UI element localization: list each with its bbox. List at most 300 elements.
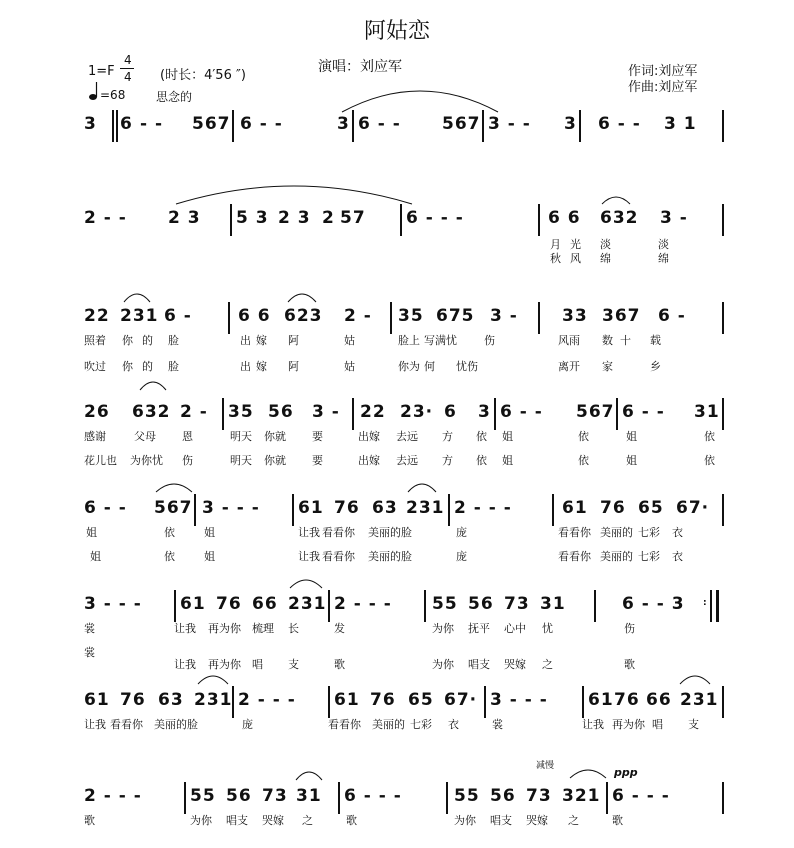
lyric-word: 姐 [626,454,637,467]
note-group: 231 [288,594,327,614]
note-group: 56 [268,402,294,422]
lyric-word: 明天 [230,454,252,467]
barline [616,398,618,430]
lyric-word: 看看你 [322,526,355,539]
note-group: 231 [680,690,719,710]
barline [112,110,114,142]
lyric-word: 忧 [542,622,553,635]
barline [482,110,484,142]
note-group: 6 - - [500,402,543,422]
note-group: 6 - - [598,114,641,134]
barline [194,494,196,526]
lyric-word: 脸 [168,334,179,347]
lyric-word: 看看你 [558,526,591,539]
note-group: 3 1 [664,114,697,134]
note-group: 56 [490,786,516,806]
barline [606,782,608,814]
note-group: 76 [600,498,626,518]
lyric-word: 光 [570,238,581,251]
lyric-word: 恩 [182,430,193,443]
note-group: 35 [228,402,254,422]
barline [424,590,426,622]
lyric-word: 依 [578,454,589,467]
lyric-word: 为你 [190,814,212,827]
note-group: 67· [444,690,478,710]
lyric-word: 哭嫁 [504,658,526,671]
lyric-word: 衣 [672,526,683,539]
lyric-word: 伤 [182,454,193,467]
lyric-word: 的 [142,360,153,373]
barline [722,302,724,334]
lyric-word: 再为你 [208,622,241,635]
slur-arc [154,480,194,494]
lyric-line-2 [82,548,728,564]
lyric-word: 淡 [600,238,611,251]
note-group: 3 - [312,402,340,422]
lyric-word: 为你 [432,622,454,635]
lyric-word: 去远 [396,454,418,467]
lyric-word: 你 [122,360,133,373]
lyric-word: 唱 [252,658,263,671]
note-group: 6 - - - [344,786,402,806]
lyric-word: 为你 [454,814,476,827]
note-group: 55 [432,594,458,614]
lyric-word: 吹过 [84,360,106,373]
singer-credit: 演唱：刘应军 [318,59,402,75]
barline [174,590,176,622]
lyric-line-1 [82,428,728,444]
note-group: 2 - - - [238,690,296,710]
note-group: 6 [444,402,457,422]
lyric-word: 唱支 [226,814,248,827]
lyric-word: 嫁 [256,334,267,347]
note-group: 6 - - - [406,208,464,228]
lyric-word: 梳理 [252,622,274,635]
note-group: 61 [588,690,614,710]
lyric-word: 美丽的脸 [368,526,412,539]
note-group: 6 - - [622,402,665,422]
lyric-word: 美丽的脸 [368,550,412,563]
lyric-word: 唱支 [490,814,512,827]
lyric-word: 感谢 [84,430,106,443]
lyric-word: 你为 [398,360,420,373]
note-group: 76 [216,594,242,614]
lyric-word: 依 [476,454,487,467]
lyric-word: 脸上 [398,334,420,347]
note-group: 6 6 [238,306,271,326]
note-group: 23· [400,402,434,422]
barline [484,686,486,718]
barline [722,204,724,236]
barline [352,110,354,142]
note-group: 567 [192,114,231,134]
lyric-word: 为你忧 [130,454,163,467]
lyric-word: 出 [240,334,251,347]
lyric-word: 让我 [298,550,320,563]
lyric-word: 秋 [550,252,561,265]
lyric-word: 看看你 [110,718,143,731]
lyric-word: 明天 [230,430,252,443]
note-group: 675 [436,306,475,326]
lyric-word: 美丽的 [600,550,633,563]
lyric-word: 绵 [658,252,669,265]
note-group: 61 [84,690,110,710]
lyric-word: 嫁 [256,360,267,373]
note-group: 2 3 [168,208,201,228]
lyric-line-1 [82,524,728,540]
lyric-word: 风雨 [558,334,580,347]
lyric-line-1 [82,332,728,348]
note-group: 65 [638,498,664,518]
note-group: 56 [468,594,494,614]
lyric-word: 支 [688,718,699,731]
lyric-word: 乡 [650,360,661,373]
lyric-word: 为你 [432,658,454,671]
note-group: 231 [194,690,233,710]
lyric-word: 阿 [288,360,299,373]
note-group: 3 - - - [490,690,548,710]
lyric-word: 庞 [242,718,253,731]
note-group: 367 [602,306,641,326]
note-group: 3 - - - [202,498,260,518]
key-signature: 1=F [88,64,115,79]
barline [722,782,724,814]
barline [538,204,540,236]
note-group: 61 [334,690,360,710]
note-group: 22 [360,402,386,422]
note-group: 6 - [164,306,192,326]
note-group: 2 - - [84,208,127,228]
lyric-word: 依 [704,430,715,443]
note-group: 6 - - - [612,786,670,806]
lyric-word: 姐 [502,454,513,467]
lyric-word: 要 [312,454,323,467]
lyric-word: 美丽的 [600,526,633,539]
lyric-word: 歌 [346,814,357,827]
lyric-word: 姐 [626,430,637,443]
lyric-word: 歌 [334,658,345,671]
barline [710,590,712,622]
lyric-word: 照着 [84,334,106,347]
lyric-word: 姐 [204,526,215,539]
note-group: 66 [646,690,672,710]
note-group: 6 - - [358,114,401,134]
slur-arc [406,480,438,494]
lyric-word: 之 [568,814,579,827]
barline [722,494,724,526]
note-group: 632 [600,208,639,228]
lyric-word: 唱 [652,718,663,731]
lyric-word: 七彩 [638,526,660,539]
duration-label: (时长：4′56 ″) [160,68,246,83]
lyric-word: 写满忧 [424,334,457,347]
lyric-word: 看看你 [558,550,591,563]
lyric-word: 裳 [84,646,95,659]
note-group: 2 [322,208,335,228]
lyric-word: 淡 [658,238,669,251]
lyric-line-2 [82,250,728,266]
note-group: 3 [478,402,491,422]
note-group: 66 [252,594,278,614]
note-group: 2 - - - [334,594,392,614]
lyric-word: 长 [288,622,299,635]
barline [722,110,724,142]
lyric-word: 姑 [344,360,355,373]
barline [352,398,354,430]
lyric-word: 抚平 [468,622,490,635]
note-group: 321 [562,786,601,806]
lyric-word: 花儿也 [84,454,117,467]
lyric-word: 哭嫁 [526,814,548,827]
barline [338,782,340,814]
lyric-word: 唱支 [468,658,490,671]
lyric-word: 数 [602,334,613,347]
lyric-word: 衣 [672,550,683,563]
lyric-word: 依 [164,550,175,563]
lyric-word: 姐 [204,550,215,563]
note-group: 61 [298,498,324,518]
lyric-word: 伤 [624,622,635,635]
note-group: 3 - [490,306,518,326]
lyric-word: 姐 [90,550,101,563]
slur-arc [678,672,712,686]
lyric-word: 让我 [174,622,196,635]
note-group: 61 [180,594,206,614]
lyricist-credit: 作词:刘应军 [628,64,698,79]
time-signature-denominator: 4 [124,70,132,84]
barline [552,494,554,526]
note-group: 231 [406,498,445,518]
note-group: 2 - [180,402,208,422]
lyric-line-2 [82,452,728,468]
note-group: 3 - - - [84,594,142,614]
note-group: 31 [694,402,720,422]
lyric-word: 再为你 [208,658,241,671]
note-group: 65 [408,690,434,710]
note-group: 31 [540,594,566,614]
note-group: 623 [284,306,323,326]
note-group: 63 [372,498,398,518]
note-group: 57 [340,208,366,228]
note-group: 76 [120,690,146,710]
slur-arc [294,768,324,782]
note-group: 3 [337,114,350,134]
lyric-word: 心中 [504,622,526,635]
note-group: 567 [442,114,481,134]
lyric-word: 再为你 [612,718,645,731]
note-group: 2 - [344,306,372,326]
barline [230,204,232,236]
note-group: - - [140,114,164,134]
barline [116,110,118,142]
lyric-word: 发 [334,622,345,635]
note-group: 2 3 [278,208,311,228]
lyric-word: 载 [650,334,661,347]
barline [292,494,294,526]
slur-arc [288,576,324,590]
lyric-word: 方 [442,430,453,443]
time-signature-line [120,68,134,69]
note-group: 26 [84,402,110,422]
note-group: 567 [576,402,615,422]
lyric-word: 之 [302,814,313,827]
barline [400,204,402,236]
barline [446,782,448,814]
lyric-word: 脸 [168,360,179,373]
lyric-word: 让我 [582,718,604,731]
lyric-word: 姑 [344,334,355,347]
note-group: 5 3 [236,208,269,228]
slur-arc [174,180,414,206]
note-group: 31 [296,786,322,806]
lyric-word: 让我 [298,526,320,539]
lyric-word: 你 [122,334,133,347]
lyric-line-1 [82,620,728,636]
note-group: 3 [84,114,97,134]
barline [582,686,584,718]
lyric-word: 依 [164,526,175,539]
repeat-dots-icon: : [703,598,708,608]
note-group: 3 - - [488,114,531,134]
note-group: 56 [226,786,252,806]
lyric-word: 美丽的脸 [154,718,198,731]
lyric-word: 父母 [134,430,156,443]
lyric-word: 衣 [448,718,459,731]
note-group: 73 [262,786,288,806]
lyric-word: 裳 [84,622,95,635]
composer-credit: 作曲:刘应军 [628,80,698,95]
note-group: 6 - - 3 [622,594,685,614]
note-group: 2 - - - [84,786,142,806]
lyric-word: 依 [704,454,715,467]
lyric-word: 你就 [264,430,286,443]
lyric-word: 家 [602,360,613,373]
lyric-word: 七彩 [410,718,432,731]
note-group: 6 [120,114,133,134]
time-signature-numerator: 4 [124,53,132,67]
song-title: 阿姑恋 [363,19,430,44]
barline [594,590,596,622]
barline [722,686,724,718]
lyric-word: 歌 [624,658,635,671]
note-group: 33 [562,306,588,326]
barline [184,782,186,814]
note-group: 55 [190,786,216,806]
barline [228,302,230,334]
ritardando-marking: 减慢 [536,761,555,771]
lyric-word: 七彩 [638,550,660,563]
note-group: 567 [154,498,193,518]
barline [538,302,540,334]
lyric-word: 你就 [264,454,286,467]
lyric-word: 裳 [492,718,503,731]
lyric-line-1 [82,716,728,732]
lyric-word: 庞 [456,550,467,563]
note-group: 61 [562,498,588,518]
note-group: 67· [676,498,710,518]
note-group: 6 6 [548,208,581,228]
lyric-word: 姐 [502,430,513,443]
barline [328,686,330,718]
note-group: 73 [526,786,552,806]
lyric-line-1 [82,812,728,828]
final-barline [716,590,719,622]
note-group: 76 [370,690,396,710]
lyric-word: 十 [620,334,631,347]
barline [390,302,392,334]
lyric-word: 忧伤 [456,360,478,373]
barline [494,398,496,430]
lyric-word: 要 [312,430,323,443]
lyric-word: 伤 [484,334,495,347]
expression-marking: 思念的 [156,90,193,104]
lyric-word: 美丽的 [372,718,405,731]
barline [328,590,330,622]
slur-arc [196,672,230,686]
note-group: 76 [334,498,360,518]
lyric-word: 的 [142,334,153,347]
slur-arc [568,766,608,780]
lyric-word: 方 [442,454,453,467]
slur-arc [138,378,168,392]
lyric-word: 月 [550,238,561,251]
lyric-word: 出嫁 [358,430,380,443]
note-group: 35 [398,306,424,326]
lyric-word: 依 [578,430,589,443]
lyric-word: 出 [240,360,251,373]
lyric-word: 看看你 [322,550,355,563]
note-group: 6 - - [240,114,283,134]
note-group: 63 [158,690,184,710]
lyric-word: 庞 [456,526,467,539]
lyric-word: 依 [476,430,487,443]
lyric-word: 看看你 [328,718,361,731]
lyric-word: 让我 [84,718,106,731]
tempo-marking: =68 [100,88,126,102]
note-group: 3 [564,114,577,134]
note-group: 76 [614,690,640,710]
lyric-word: 出嫁 [358,454,380,467]
lyric-line-2 [82,358,728,374]
lyric-word: 阿 [288,334,299,347]
lyric-word: 歌 [612,814,623,827]
lyric-word: 绵 [600,252,611,265]
barline [448,494,450,526]
note-group: 22 [84,306,110,326]
lyric-word: 风 [570,252,581,265]
barline [722,398,724,430]
lyric-word: 姐 [86,526,97,539]
dynamic-ppp: ppp [614,766,638,779]
lyric-word: 去远 [396,430,418,443]
note-group: 231 [120,306,159,326]
note-group: 3 - [660,208,688,228]
note-group: 6 - - [84,498,127,518]
note-group: 73 [504,594,530,614]
lyric-word: 哭嫁 [262,814,284,827]
note-group: 632 [132,402,171,422]
lyric-word: 歌 [84,814,95,827]
note-group: 6 - [658,306,686,326]
lyric-word: 离开 [558,360,580,373]
barline [222,398,224,430]
lyric-word: 之 [542,658,553,671]
barline [232,686,234,718]
lyric-word: 让我 [174,658,196,671]
lyric-word: 支 [288,658,299,671]
barline [579,110,581,142]
lyric-word: 何 [424,360,435,373]
